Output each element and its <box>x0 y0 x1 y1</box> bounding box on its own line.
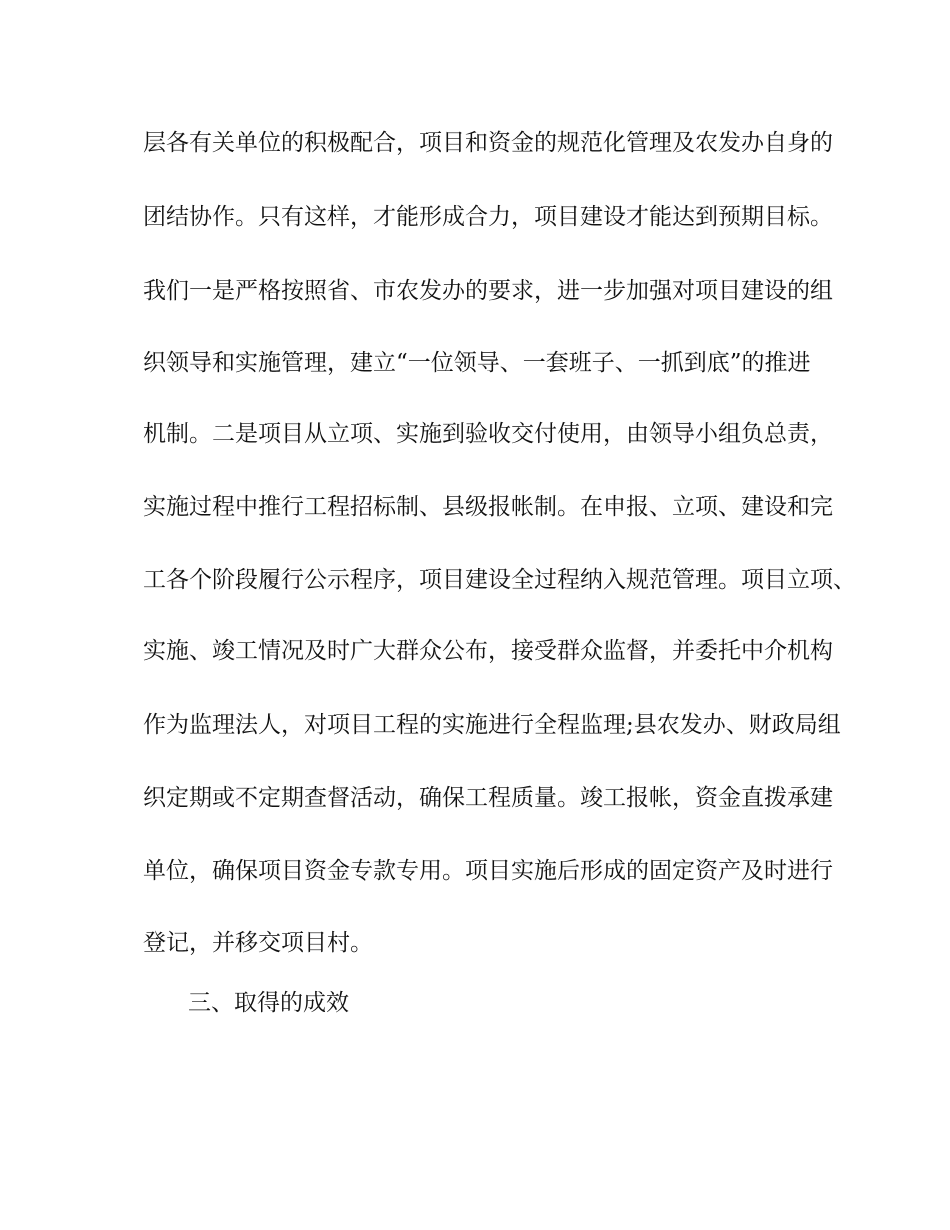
paragraph-line-5: 机制。二是项目从立项、实施到验收交付使用，由领导小组负总责， <box>143 421 833 447</box>
paragraph-line-2: 团结协作。只有这样，才能形成合力，项目建设才能达到预期目标。 <box>143 204 833 230</box>
paragraph-line-11: 单位，确保项目资金专款专用。项目实施后形成的固定资产及时进行 <box>143 858 833 884</box>
section-heading: 三、取得的成效 <box>188 990 349 1016</box>
paragraph-line-6: 实施过程中推行工程招标制、县级报帐制。在申报、立项、建设和完 <box>143 494 833 520</box>
paragraph-line-10: 织定期或不定期查督活动，确保工程质量。竣工报帐，资金直拨承建 <box>143 785 833 811</box>
paragraph-line-12: 登记，并移交项目村。 <box>143 930 373 956</box>
paragraph-line-9: 作为监理法人，对项目工程的实施进行全程监理;县农发办、财政局组 <box>143 712 841 738</box>
paragraph-line-1: 层各有关单位的积极配合，项目和资金的规范化管理及农发办自身的 <box>143 130 833 156</box>
paragraph-line-8: 实施、竣工情况及时广大群众公布，接受群众监督，并委托中介机构 <box>143 638 833 664</box>
paragraph-line-3: 我们一是严格按照省、市农发办的要求，进一步加强对项目建设的组 <box>143 278 833 304</box>
paragraph-line-4: 织领导和实施管理，建立“一位领导、一套班子、一抓到底”的推进 <box>143 350 811 376</box>
paragraph-line-7: 工各个阶段履行公示程序，项目建设全过程纳入规范管理。项目立项、 <box>143 567 856 593</box>
